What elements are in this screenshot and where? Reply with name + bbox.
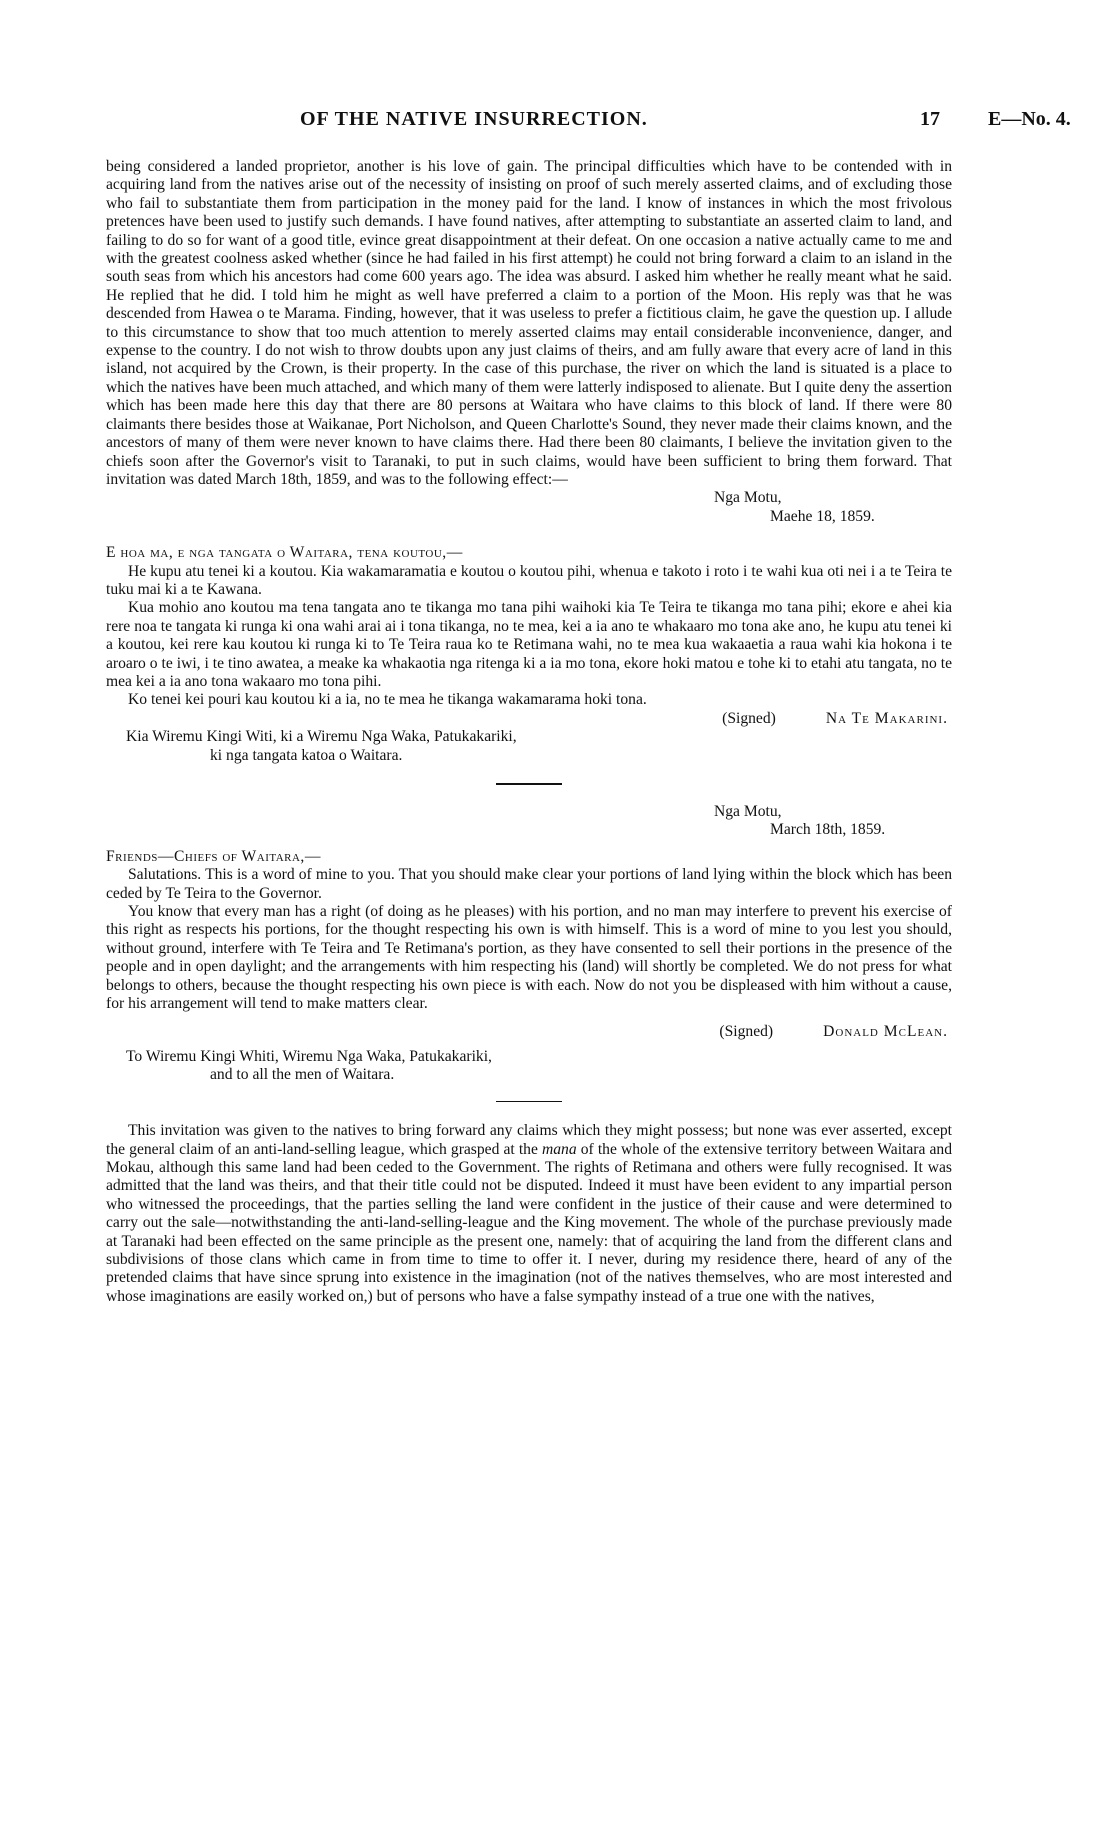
page-body xyxy=(106,158,952,1306)
signed-label: (Signed) xyxy=(719,1023,774,1041)
maori-letter-paragraph: Kua mohio ano koutou ma tena tangata ano te tikanga mo tana pihi waihoki kia Te Teira te tikanga mo tana pihi; ekore e ahei kia rere noa te tangata ki runga ki ona wahi arai ai i tona tikanga, no te mea, kei a ia ano te whakaaro mo tona ake ano, he kupu atu tenei ki a koutou, kei rere kau koutou ki runga ki to Te Teira raua ko te Retimana wahi, no te mea kua wakaaetia a raua wahi kia hokona i te aroaro o te iwi, i te tino awatea, a meake ka whakaotia nga ritenga ki a ia mo tona, ekore hoki matou e tohe ki to etahi atu tangata, no te mea kei a ia ano tona wakaaro mo tona pihi. xyxy=(106,599,952,690)
page-number: 17 xyxy=(920,108,940,130)
maori-letter-dateline xyxy=(714,489,952,526)
maori-letter-salutation: E hoa ma, e nga tangata o Waitara, tena koutou,— xyxy=(106,544,463,562)
maori-addressee-line-1: Kia Wiremu Kingi Witi, ki a Wiremu Nga Waka, Patukakariki, xyxy=(126,728,517,746)
maori-letter-paragraph: He kupu atu tenei ki a koutou. Kia wakamaramatia e koutou o koutou pihi, whenua e takoto i roto i te wahi kua oti nei i a te Teira te tuku mai ki a te Kawana. xyxy=(106,562,952,598)
section-divider xyxy=(496,783,562,785)
mana-italic-term: mana xyxy=(541,1140,577,1158)
english-letter-paragraph: Salutations. This is a word of mine to you. That you should make clear your portions of land lying within the block which has been ceded by Te Teira to the Governor. xyxy=(106,866,952,902)
maori-addressee-line-2: ki nga tangata katoa o Waitara. xyxy=(210,746,403,764)
document-reference: E—No. 4. xyxy=(988,108,1071,130)
english-letter-salutation: Friends—Chiefs of Waitara,— xyxy=(106,847,321,865)
running-title: OF THE NATIVE INSURRECTION. xyxy=(300,108,648,130)
english-letter-addressee xyxy=(106,1048,952,1085)
page-header xyxy=(0,108,1114,138)
closing-paragraph-part-2: of the whole of the extensive territory between Waitara and Mokau, although this same land had been ceded to the Government. The rights of Retimana and others were fully recognised. It was admitted that the land was theirs, and that their title could not be disputed. Indeed it must have been evident to any impartial person who witnessed the proceedings, that the parties selling the land were confident in the justice of their cause and were determined to carry out the sale—notwithstanding the anti-land-selling-league and the King movement. The whole of the purchase previously made at Taranaki had been effected on the same principle as the present one, namely: that of acquiring the land from the different clans and subdivisions of those clans which came in from time to time to offer it. I never, during my residence there, heard of any of the pretended claims that have since sprung into existence in the imagination (not of the natives themselves, who are most interested and whose imaginations are easily worked on,) but of persons who have a false sympathy instead of a true one with the natives, xyxy=(106,1140,952,1305)
section-divider xyxy=(496,1101,562,1103)
english-letter-signature-line xyxy=(106,1023,952,1041)
closing-paragraph-part-1: This invitation was given to the natives to bring forward any claims which they might possess; but none was ever asserted, except the general claim of an anti-land-selling league, which grasped at the xyxy=(106,1122,952,1158)
english-letter-dateline xyxy=(714,803,952,840)
maori-letter-signature: Na Te Makarini. xyxy=(825,709,948,727)
maori-letter-paragraph: Ko tenei kei pouri kau koutou ki a ia, no te mea he tikanga wakamarama hoki tona. xyxy=(128,691,647,709)
opening-paragraph: being considered a landed proprietor, another is his love of gain. The principal difficulties which have to be contended with in acquiring land from the natives arise out of the necessity of insisting on proof of such merely asserted claims, and of excluding those who fail to substantiate them from participation in the money paid for the land. I know of instances in which the most frivolous pretences have been used to justify such demands. I have found natives, after attempting to substantiate an asserted claim to land, and failing to do so for want of a good title, evince great disappointment at their defeat. On one occasion a native actually came to me and with the greatest coolness asked whether (since he had failed in his first attempt) he could not bring forward a claim to an island in the south seas from which his ancestors had come 600 years ago. The idea was absurd. I asked him whether he really meant what he said. He replied that he did. I told him he might as well have preferred a claim to a portion of the Moon. His reply was that he was descended from Hawea o te Marama. Finding, however, that it was useless to prefer a fictitious claim, he gave the question up. I allude to this circumstance to show that too much attention to merely asserted claims may entail considerable inconvenience, danger, and expense to the country. I do not wish to throw doubts upon any just claims of theirs, and am fully aware that every acre of land in this island, not acquired by the Crown, is their property. In the case of this purchase, the river on which the land is situated is a place to which the natives have been much attached, and which many of them were latterly indisposed to alienate. But I quite deny the assertion which has been made here this day that there are 80 persons at Waitara who have claims to this block of land. If there were 80 claimants there besides those at Waikanae, Port Nicholson, and Queen Charlotte's Sound, they never made their claims known, and the ancestors of many of them were never known to have claims there. Had there been 80 claimants, I believe the invitation given to the chiefs soon after the Governor's visit to Taranaki, to put in such claims, would have been sufficient to bring them forward. That invitation was dated March 18th, 1859, and was to the following effect:— xyxy=(106,158,952,488)
maori-letter-place: Nga Motu, xyxy=(714,489,782,507)
maori-letter-addressee xyxy=(106,728,952,765)
english-letter-paragraph: You know that every man has a right (of doing as he pleases) with his portion, and no man may interfere to prevent his exercise of this right as respects his portions, for the thought respecting his own is with himself. This is a word of mine to you lest you should, without ground, interfere with Te Teira and Te Retimana's portion, as they have consented to sell their portions in the presence of the people and in open daylight; and the arrangements with him respecting his (land) will shortly be completed. We do not press for what belongs to others, because the thought respecting his own piece is with each. Now do not you be displeased with him without a cause, for his arrangement will tend to make matters clear. xyxy=(106,903,952,1013)
english-letter-signature: Donald McLean. xyxy=(823,1023,948,1041)
english-letter-date: March 18th, 1859. xyxy=(770,821,886,839)
maori-letter-signature-line xyxy=(106,710,952,728)
english-addressee-line-2: and to all the men of Waitara. xyxy=(210,1066,395,1084)
signed-label: (Signed) xyxy=(722,709,776,727)
closing-paragraph xyxy=(106,1122,952,1306)
maori-letter-date: Maehe 18, 1859. xyxy=(770,507,875,525)
spacer xyxy=(106,1013,952,1023)
english-addressee-line-1: To Wiremu Kingi Whiti, Wiremu Nga Waka, Patukakariki, xyxy=(126,1047,492,1065)
english-letter-place: Nga Motu, xyxy=(714,803,782,820)
